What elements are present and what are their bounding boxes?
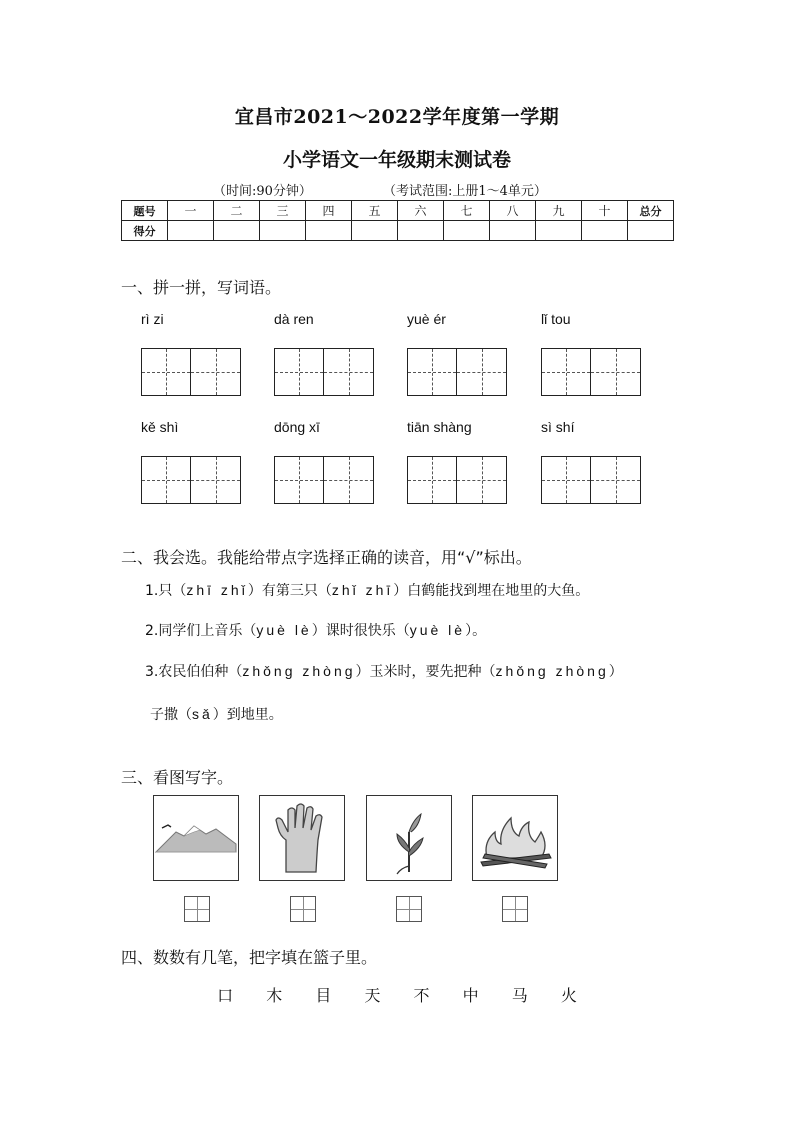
writing-grid[interactable]: [141, 456, 241, 504]
pinyin-options[interactable]: yuè lè: [409, 622, 466, 638]
fire-icon: [472, 795, 558, 881]
score-cell[interactable]: [536, 221, 582, 241]
character: 天: [364, 986, 381, 1005]
question-2-2: [145, 620, 486, 640]
question-text: ）玉米时，要先把种（: [355, 664, 496, 680]
section2-title: 二、我会选。我能给带点字选择正确的读音，用“√”标出。: [121, 548, 532, 567]
pinyin-options[interactable]: zhǐ zhī: [331, 582, 394, 598]
pinyin-options[interactable]: yuè lè: [256, 622, 312, 638]
character: 木: [266, 986, 283, 1005]
score-col-header: 九: [536, 201, 582, 221]
character: 目: [315, 986, 332, 1005]
writing-grid[interactable]: [407, 456, 507, 504]
question-text: 1.只（: [145, 583, 187, 599]
score-table: [121, 200, 674, 241]
score-col-header: 六: [398, 201, 444, 221]
question-2-3: [145, 661, 623, 681]
pinyin-label: dōng xī: [274, 419, 320, 435]
question-2-3-cont: [150, 704, 283, 724]
table-row: [122, 201, 674, 221]
pinyin-label: sì shí: [541, 419, 575, 435]
score-cell[interactable]: [260, 221, 306, 241]
character-list: [0, 983, 794, 1006]
writing-grid[interactable]: [274, 456, 374, 504]
writing-grid[interactable]: [274, 348, 374, 396]
answer-grid[interactable]: [290, 896, 316, 922]
pinyin-label: kě shì: [141, 419, 179, 435]
pinyin-label: rì zi: [141, 311, 164, 327]
score-cell[interactable]: [398, 221, 444, 241]
pinyin-label: lǐ tou: [541, 311, 571, 327]
score-col-header: 三: [260, 201, 306, 221]
pinyin-options: sǎ: [192, 706, 213, 722]
question-text: ）: [608, 664, 623, 680]
score-cell[interactable]: [628, 221, 674, 241]
score-row-label: 题号: [122, 201, 168, 221]
pinyin-options[interactable]: zhī zhǐ: [186, 582, 248, 598]
score-col-header: 十: [582, 201, 628, 221]
pinyin-options[interactable]: zhǒng zhòng: [495, 663, 609, 679]
character: 口: [217, 986, 234, 1005]
question-text: ）白鹤能找到埋在地里的大鱼。: [393, 583, 590, 599]
hand-icon: [259, 795, 345, 881]
character: 火: [560, 986, 577, 1005]
score-col-header: 二: [214, 201, 260, 221]
character: 不: [413, 986, 430, 1005]
question-text: 2.同学们上音乐（: [145, 623, 257, 639]
score-cell[interactable]: [444, 221, 490, 241]
pinyin-label: dà ren: [274, 311, 314, 327]
score-row-label: 得分: [122, 221, 168, 241]
exam-scope: （考试范围:上册1～4单元）: [383, 184, 547, 199]
pinyin-label: yuè ér: [407, 311, 446, 327]
grain-icon: [366, 795, 452, 881]
pinyin-label: tiān shàng: [407, 419, 472, 435]
pinyin-options[interactable]: zhǒng zhòng: [242, 663, 356, 679]
question-2-1: [145, 580, 589, 600]
question-text: ）有第三只（: [247, 583, 332, 599]
score-cell[interactable]: [582, 221, 628, 241]
score-total-header: 总分: [628, 201, 674, 221]
score-cell[interactable]: [490, 221, 536, 241]
question-text: 3.农民伯伯种（: [145, 664, 243, 680]
score-cell[interactable]: [306, 221, 352, 241]
writing-grid[interactable]: [541, 456, 641, 504]
question-text: ）。: [465, 623, 487, 639]
score-cell[interactable]: [168, 221, 214, 241]
score-col-header: 一: [168, 201, 214, 221]
score-col-header: 四: [306, 201, 352, 221]
exam-title-line2: 小学语文一年级期末测试卷: [282, 149, 511, 171]
score-col-header: 五: [352, 201, 398, 221]
writing-grid[interactable]: [407, 348, 507, 396]
answer-grid[interactable]: [396, 896, 422, 922]
writing-grid[interactable]: [541, 348, 641, 396]
mountain-icon: [153, 795, 239, 881]
score-cell[interactable]: [352, 221, 398, 241]
question-text: ）到地里。: [212, 707, 283, 723]
section4-title: 四、数数有几笔，把字填在篮子里。: [121, 948, 378, 967]
section1-title: 一、拼一拼，写词语。: [121, 278, 282, 297]
answer-grid[interactable]: [502, 896, 528, 922]
exam-time: （时间:90分钟）: [213, 184, 312, 199]
score-col-header: 八: [490, 201, 536, 221]
table-row: [122, 221, 674, 241]
writing-grid[interactable]: [141, 348, 241, 396]
score-cell[interactable]: [214, 221, 260, 241]
question-text: 子撒（: [150, 707, 192, 723]
exam-title-line1: 宜昌市2021～2022学年度第一学期: [234, 106, 560, 128]
answer-grid[interactable]: [184, 896, 210, 922]
question-text: ）课时很快乐（: [311, 623, 410, 639]
score-col-header: 七: [444, 201, 490, 221]
section3-title: 三、看图写字。: [121, 768, 234, 787]
character: 马: [511, 986, 528, 1005]
character: 中: [462, 986, 479, 1005]
